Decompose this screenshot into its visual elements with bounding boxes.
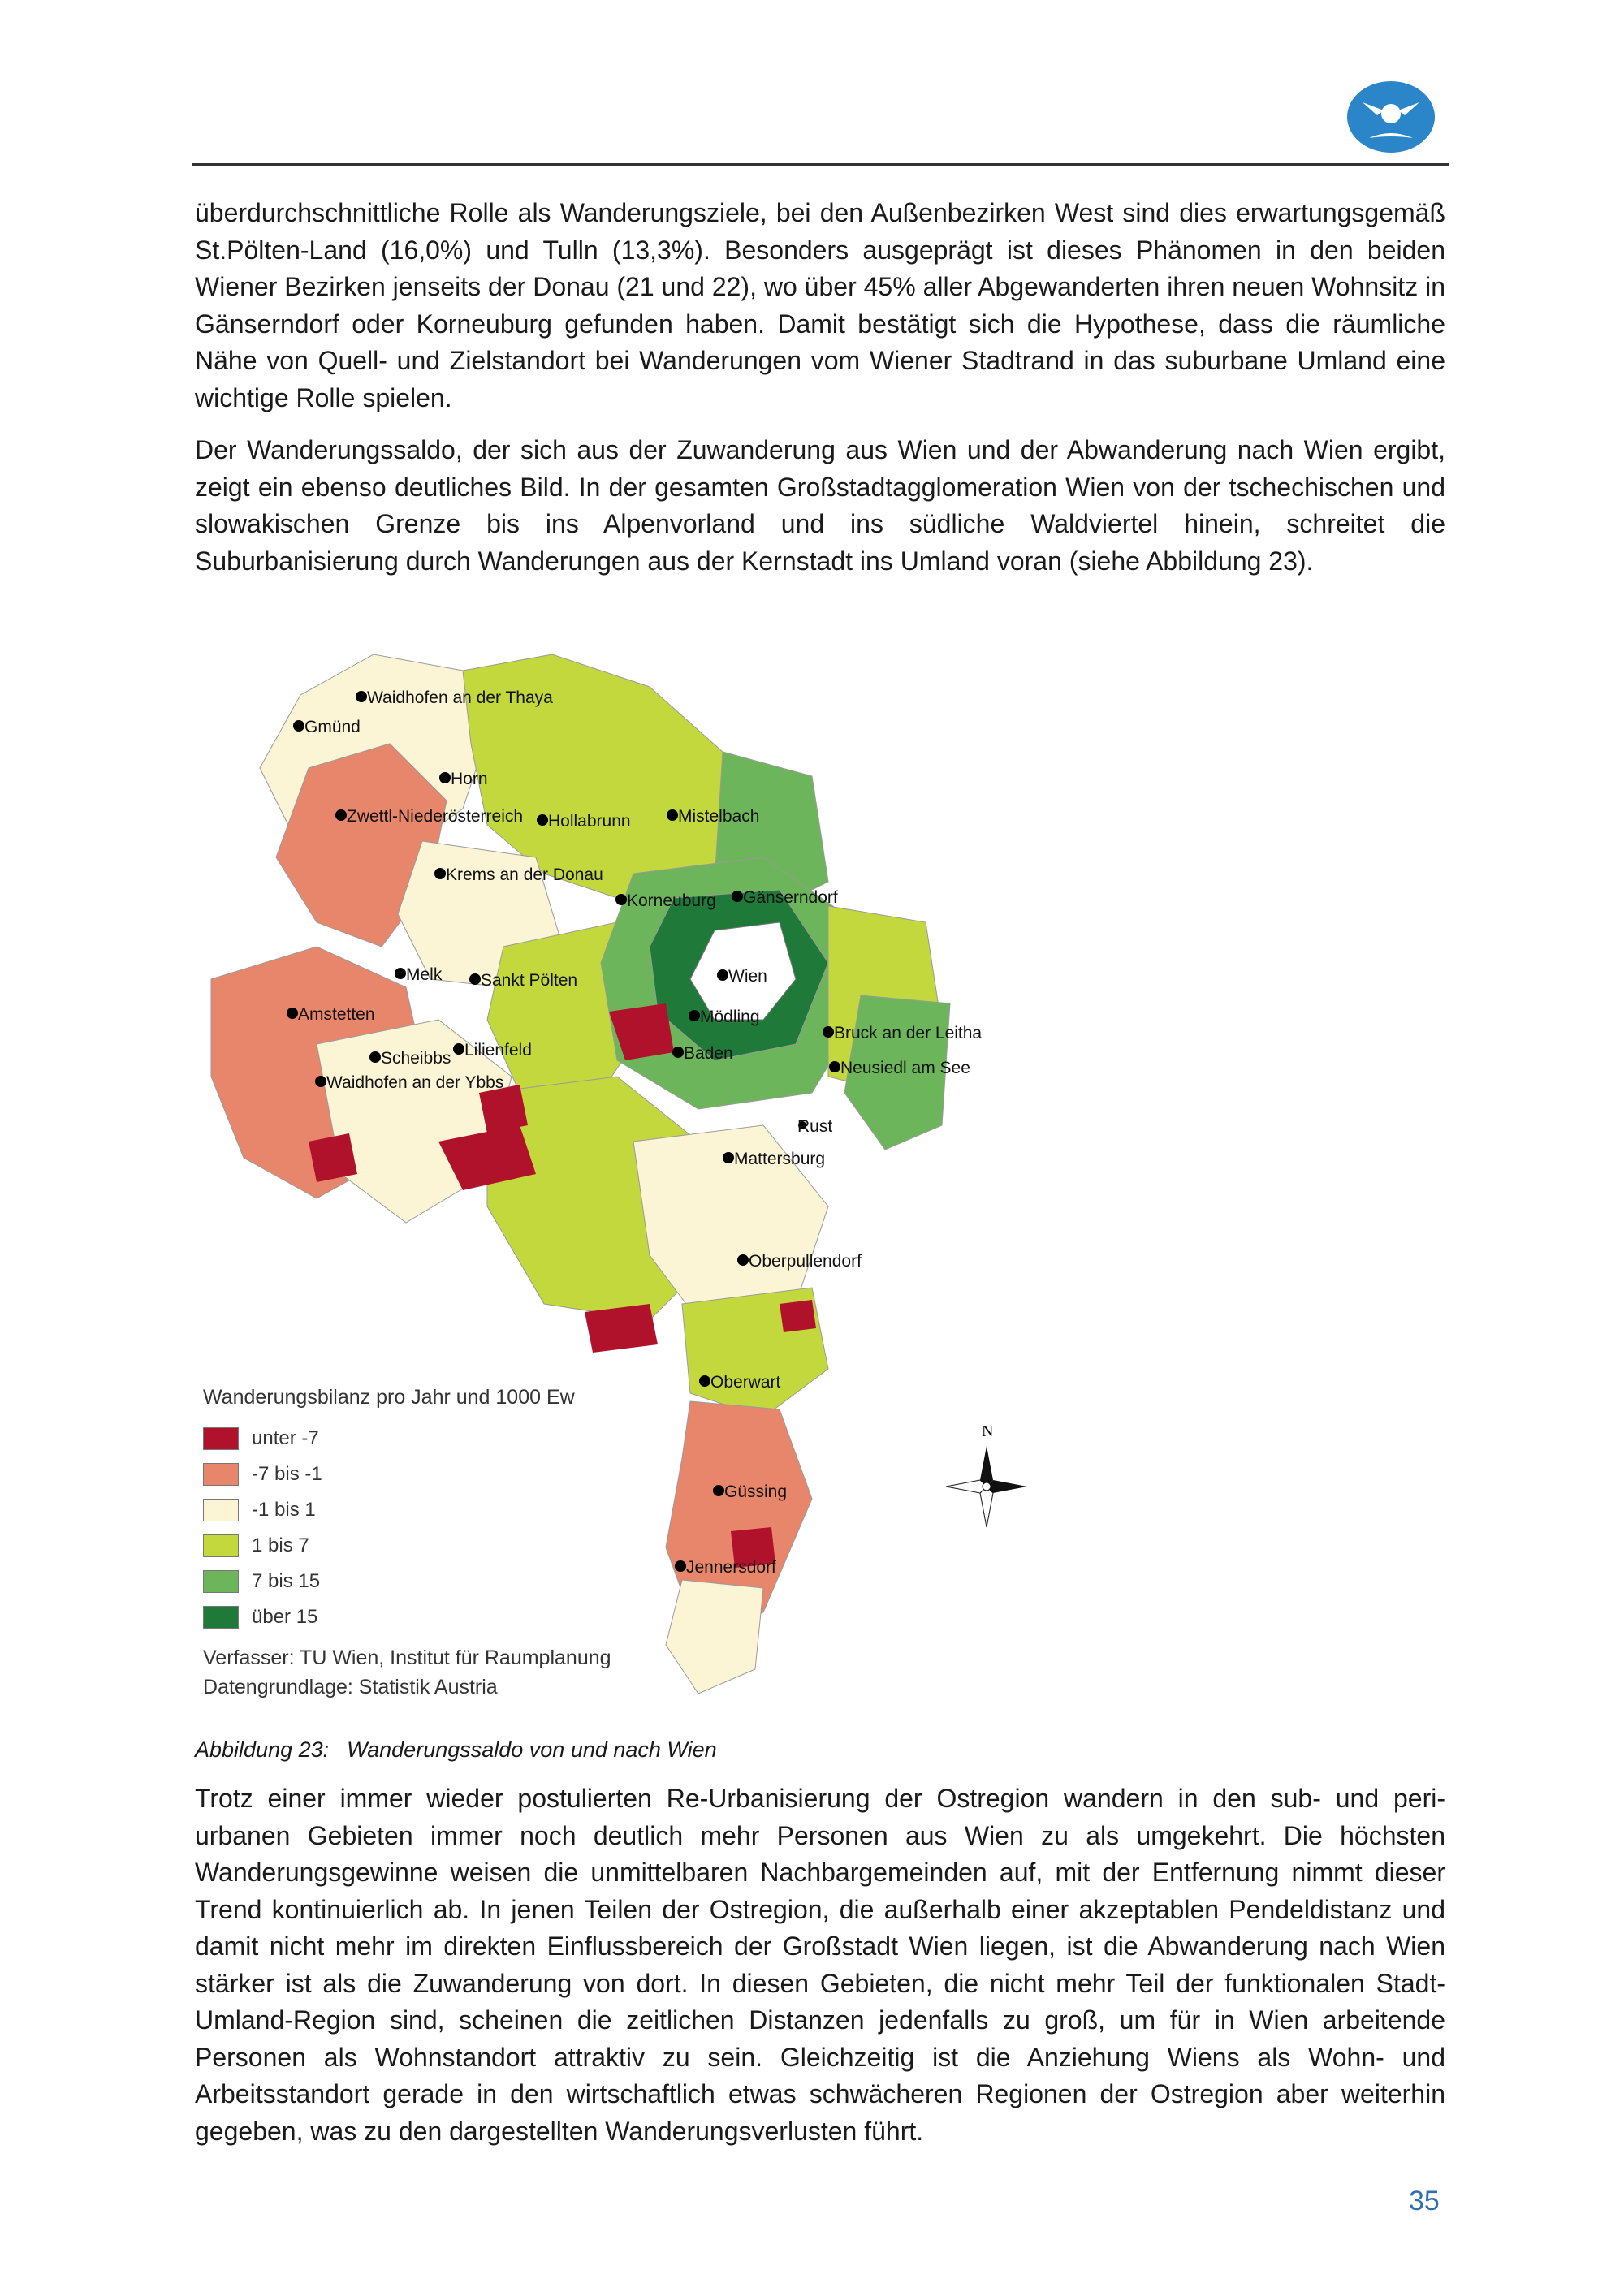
legend-item: [203, 1457, 658, 1492]
legend-label: unter -7: [252, 1427, 319, 1449]
legend-item: [203, 1528, 658, 1564]
map-region-jennersdorf: [666, 1580, 763, 1694]
town-label: Rust: [797, 1117, 833, 1136]
town-label: Mödling: [700, 1008, 760, 1026]
paragraph-3: Trotz einer immer wieder postulierten Re-Urbanisierung der Ostregion wandern in den sub- und peri-urbanen Gebieten immer noch deutlich mehr Personen aus Wien zu als umgekehrt. Die höchsten Wanderungsgewinne weisen die unmittelbaren Nachbargemeinden auf, mit der Entfernung nimmt dieser Trend kontinuierlich ab. In jenen Teilen der Ostregion, die außerhalb einer akzeptablen Pendeldistanz und damit nicht mehr im direkten Einflussbereich der Großstadt Wien liegen, ist die Abwanderung nach Wien stärker ist als die Zuwanderung von dort. In diesen Gebieten, die nicht mehr Teil der funktionalen Stadt-Umland-Region sind, scheinen die zeitlichen Distanzen jedenfalls zu groß, um für in Wien arbeitende Personen als Wohnstandort attraktiv zu sein. Gleichzeitig ist die Anziehung Wiens als Wohn- und Arbeitsstandort gerade in den wirtschaftlich etwas schwächeren Regionen der Ostregion aber weiterhin gegeben, was zu den dargestellten Wanderungsverlusten führt.: [195, 1784, 1445, 2146]
town-label: Hollabrunn: [548, 812, 631, 831]
town-marker: [667, 807, 759, 826]
town-marker: [689, 1008, 760, 1026]
legend-label: -1 bis 1: [252, 1499, 316, 1521]
legend-item: [203, 1564, 658, 1599]
town-marker: [699, 1373, 781, 1392]
town-marker: [675, 1558, 776, 1577]
legend-label: 1 bis 7: [252, 1534, 309, 1556]
town-marker: [537, 812, 631, 831]
legend-label: -7 bis -1: [252, 1463, 322, 1485]
town-label: Scheibbs: [381, 1049, 451, 1068]
page-number: 35: [1409, 2186, 1440, 2216]
town-label: Waidhofen an der Thaya: [367, 688, 553, 707]
town-marker: [453, 1041, 532, 1060]
town-label: Sankt Pölten: [481, 971, 578, 990]
legend-item: [203, 1599, 658, 1635]
legend-title: Wanderungsbilanz pro Jahr und 1000 Ew: [203, 1386, 575, 1409]
legend-swatch: [203, 1427, 239, 1450]
town-marker: [823, 1024, 982, 1042]
town-marker: [469, 971, 577, 990]
legend-swatch: [203, 1499, 239, 1521]
town-marker: [732, 888, 838, 907]
legend-item: [203, 1421, 658, 1457]
map-credit-author: Verfasser: TU Wien, Institut für Raumplanung: [203, 1646, 611, 1669]
town-label: Bruck an der Leitha: [834, 1024, 983, 1042]
town-label: Oberwart: [710, 1373, 781, 1392]
town-marker: [395, 965, 443, 984]
town-label: Gmünd: [304, 718, 361, 736]
town-label: Jennersdorf: [686, 1558, 776, 1577]
figure-caption-title: Wanderungssaldo von und nach Wien: [347, 1737, 717, 1762]
town-marker: [434, 865, 603, 884]
town-label: Waidhofen an der Ybbs: [326, 1073, 504, 1092]
town-label: Amstetten: [298, 1005, 375, 1024]
town-label: Korneuburg: [627, 891, 716, 910]
header-rule: [192, 163, 1449, 166]
town-marker: [315, 1073, 503, 1092]
town-label: Wien: [728, 967, 767, 986]
paragraph-2: Der Wanderungssaldo, der sich aus der Zuwanderung aus Wien und der Abwanderung nach Wien ergibt, zeigt ein ebenso deutliches Bild. In der gesamten Großstadtagglomeration Wien von der tschechischen und slowakischen Grenze bis ins Alpenvorland und ins südliche Waldviertel hinein, schreitet die Suburbanisierung durch Wanderungen aus der Kernstadt ins Umland voran (siehe Abbildung 23).: [195, 435, 1445, 576]
town-label: Oberpullendorf: [749, 1252, 862, 1271]
north-arrow-icon: [946, 1422, 1027, 1527]
north-label: N: [982, 1422, 994, 1440]
map-legend: [203, 1386, 658, 1702]
town-label: Mistelbach: [678, 807, 760, 826]
town-marker: [829, 1059, 970, 1077]
town-label: Baden: [684, 1044, 733, 1063]
town-marker: [287, 1005, 375, 1024]
legend-swatch: [203, 1463, 239, 1486]
town-label: Krems an der Donau: [446, 865, 603, 884]
legend-swatch: [203, 1570, 239, 1593]
town-marker: [723, 1150, 825, 1168]
town-label: Güssing: [724, 1482, 788, 1501]
town-label: Neusiedl am See: [840, 1059, 970, 1077]
town-marker: [615, 891, 716, 910]
town-label: Gänserndorf: [743, 888, 838, 907]
town-marker: [797, 1117, 832, 1136]
figure-caption: [195, 1737, 717, 1763]
institution-logo-icon: [1345, 78, 1437, 156]
town-marker: [713, 1482, 787, 1501]
map-credit-source: Datengrundlage: Statistik Austria: [203, 1676, 498, 1698]
legend-label: 7 bis 15: [252, 1570, 321, 1592]
figure-caption-number: Abbildung 23:: [195, 1737, 330, 1762]
town-label: Mattersburg: [734, 1150, 826, 1168]
legend-item: [203, 1492, 658, 1528]
legend-label: über 15: [252, 1606, 318, 1628]
town-label: Zwettl-Niederösterreich: [347, 807, 524, 826]
town-marker: [356, 688, 553, 707]
town-label: Lilienfeld: [464, 1041, 532, 1060]
town-marker: [335, 807, 523, 826]
town-marker: [737, 1252, 862, 1271]
paragraph-1: überdurchschnittliche Rolle als Wanderungsziele, bei den Außenbezirken West sind dies erwartungsgemäß St.Pölten-Land (16,0%) und Tulln (13,3%). Besonders ausgeprägt ist dieses Phänomen in den beiden Wiener Bezirken jenseits der Donau (21 und 22), wo über 45% aller Abgewanderten ihren neuen Wohnsitz in Gänserndorf oder Korneuburg gefunden haben. Damit bestätigt sich die Hypothese, dass die räumliche Nähe von Quell- und Zielstandort bei Wanderungen vom Wiener Stadtrand in das suburbane Umland eine wichtige Rolle spielen.: [195, 198, 1445, 412]
legend-swatch: [203, 1534, 239, 1557]
town-label: Horn: [451, 770, 488, 788]
town-marker: [369, 1049, 451, 1068]
town-label: Melk: [406, 965, 443, 984]
legend-swatch: [203, 1606, 239, 1629]
